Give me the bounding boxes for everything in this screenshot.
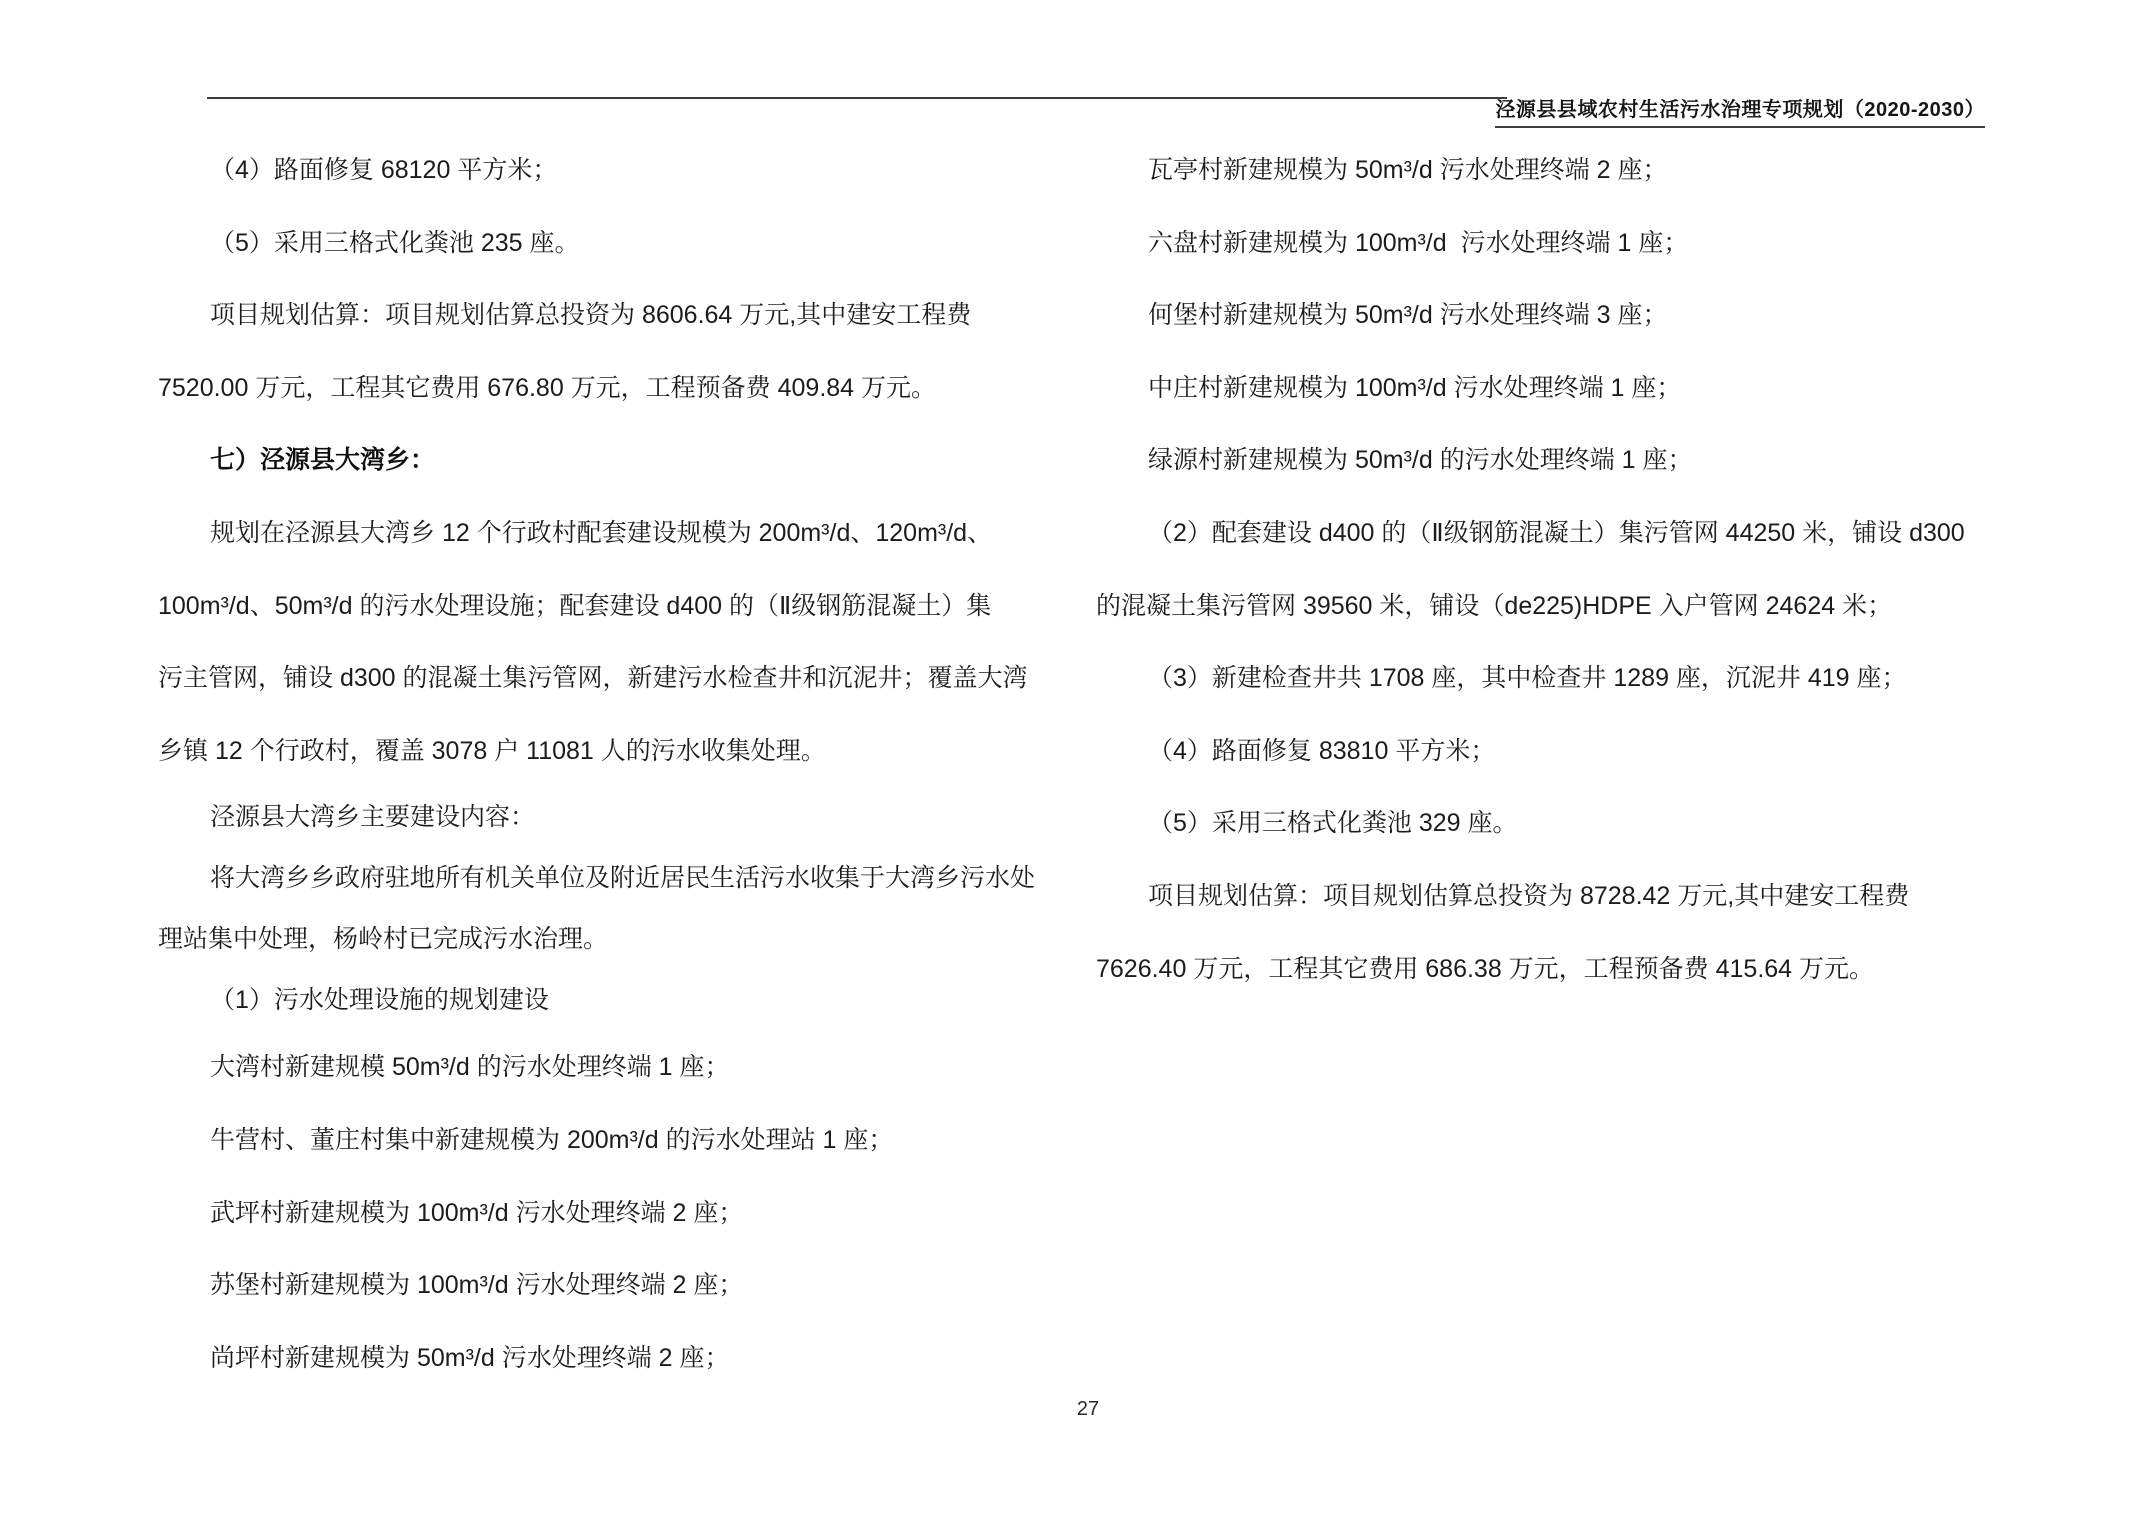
text-line: （4）路面修复 83810 平方米；	[1148, 736, 1496, 765]
left-column	[158, 134, 1048, 1394]
text-line: 大湾村新建规模 50m³/d 的污水处理终端 1 座；	[210, 1053, 730, 1082]
text-line: （2）配套建设 d400 的（Ⅱ级钢筋混凝土）集污管网 44250 米，铺设 d300	[1148, 518, 1965, 547]
text-line: （1）污水处理设施的规划建设	[210, 986, 549, 1015]
text-line: （3）新建检查井共 1708 座，其中检查井 1289 座，沉泥井 419 座；	[1148, 664, 1907, 693]
right-column	[1096, 134, 1986, 1394]
page-number: 27	[1076, 1398, 1100, 1420]
text-line: （5）采用三格式化粪池 329 座。	[1148, 809, 1518, 838]
text-line: 中庄村新建规模为 100m³/d 污水处理终端 1 座；	[1148, 373, 1682, 402]
text-line: 瓦亭村新建规模为 50m³/d 污水处理终端 2 座；	[1148, 156, 1668, 184]
text-line: 规划在泾源县大湾乡 12 个行政村配套建设规模为 200m³/d、120m³/d、	[210, 518, 993, 547]
text-line: 何堡村新建规模为 50m³/d 污水处理终端 3 座；	[1148, 301, 1668, 330]
text-line: 的混凝土集污管网 39560 米，铺设（de225)HDPE 入户管网 24624 米；	[1096, 591, 1893, 620]
text-line: 理站集中处理，杨岭村已完成污水治理。	[158, 925, 609, 954]
text-line: 项目规划估算：项目规划估算总投资为 8728.42 万元,其中建安工程费	[1148, 881, 1910, 910]
text-line: 武坪村新建规模为 100m³/d 污水处理终端 2 座；	[210, 1198, 744, 1227]
text-line: 项目规划估算：项目规划估算总投资为 8606.64 万元,其中建安工程费	[210, 301, 972, 330]
text-line: （5）采用三格式化粪池 235 座。	[210, 228, 580, 257]
section-heading: 七）泾源县大湾乡：	[210, 446, 436, 475]
text-line: 7626.40 万元，工程其它费用 686.38 万元，工程预备费 415.64 万元。	[1096, 954, 1875, 983]
text-line: 绿源村新建规模为 50m³/d 的污水处理终端 1 座；	[1148, 446, 1693, 475]
text-line: 六盘村新建规模为 100m³/d 污水处理终端 1 座；	[1148, 228, 1689, 257]
header-title: 泾源县县域农村生活污水治理专项规划（2020-2030）	[1495, 93, 1985, 128]
text-line: 苏堡村新建规模为 100m³/d 污水处理终端 2 座；	[210, 1271, 744, 1300]
text-line: 尚坪村新建规模为 50m³/d 污水处理终端 2 座；	[210, 1343, 730, 1372]
text-line: 乡镇 12 个行政村，覆盖 3078 户 11081 人的污水收集处理。	[158, 736, 826, 765]
two-column-text	[158, 134, 1986, 1394]
text-line: 污主管网，铺设 d300 的混凝土集污管网，新建污水检查井和沉泥井；覆盖大湾	[158, 664, 1028, 693]
text-line: 100m³/d、50m³/d 的污水处理设施；配套建设 d400 的（Ⅱ级钢筋混凝土）集	[158, 591, 992, 620]
text-line: （4）路面修复 68120 平方米；	[210, 156, 558, 184]
text-line: 泾源县大湾乡主要建设内容：	[210, 803, 536, 832]
header-divider	[207, 97, 1507, 99]
text-line: 将大湾乡乡政府驻地所有机关单位及附近居民生活污水收集于大湾乡污水处	[210, 864, 1036, 893]
text-line: 牛营村、董庄村集中新建规模为 200m³/d 的污水处理站 1 座；	[210, 1125, 894, 1154]
text-line: 7520.00 万元，工程其它费用 676.80 万元，工程预备费 409.84 万元。	[158, 373, 937, 402]
